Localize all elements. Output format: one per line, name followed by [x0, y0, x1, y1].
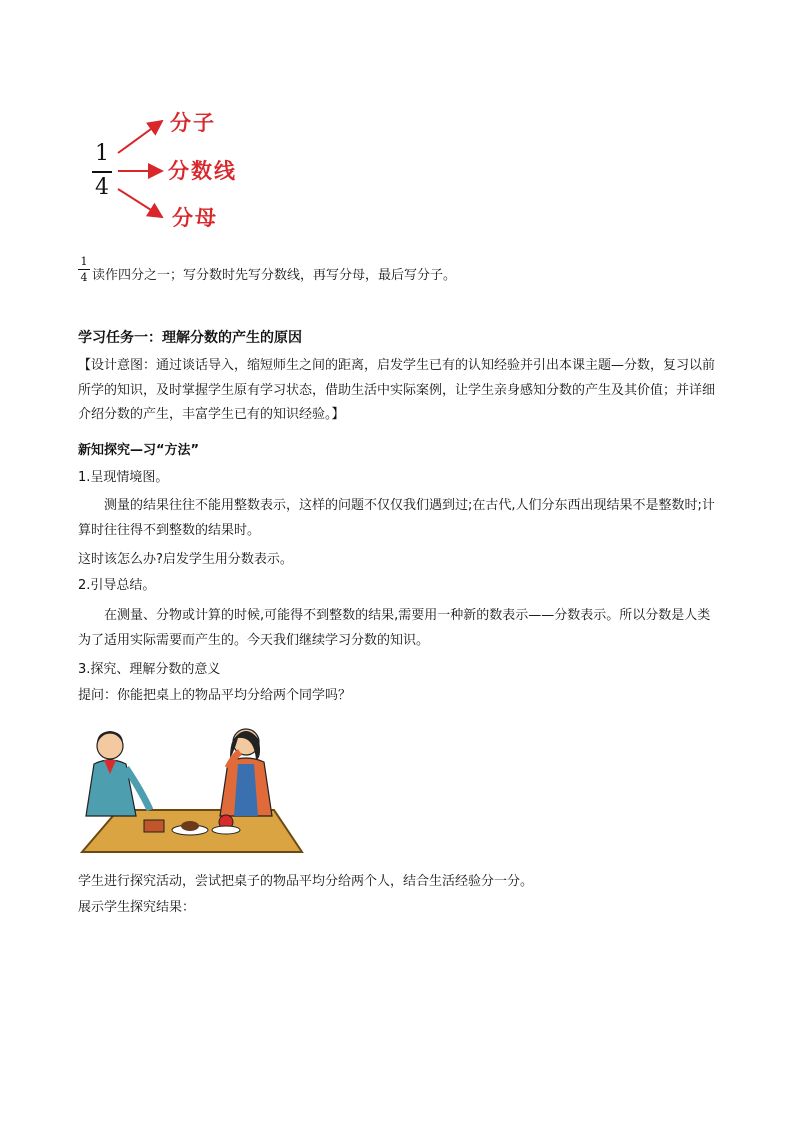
reading-text: 读作四分之一；写分数时先写分数线，再写分母，最后写分子。	[92, 268, 457, 283]
fraction-diagram	[80, 105, 280, 235]
label-fraction-line: 分数线	[168, 159, 237, 183]
arrow-to-denominator	[118, 189, 162, 217]
right-girl-overall	[234, 764, 258, 816]
inline-fraction-bar	[78, 269, 90, 270]
step1-question: 这时该怎么办?启发学生用分数表示。	[78, 552, 293, 567]
task1-heading: 学习任务一：理解分数的产生的原因	[78, 330, 302, 346]
show-results-text: 展示学生探究结果：	[78, 900, 196, 915]
inline-numerator: 1	[80, 255, 88, 268]
step1-paragraph: 测量的结果往往不能用整数表示，这样的问题不仅仅我们遇到过;在古代,人们分东西出现结果不是整数时;计算时往往得不到整数的结果时。	[78, 498, 715, 538]
diagram-denominator: 4	[95, 175, 109, 200]
design-intent: 【设计意图：通过谈话导入，缩短师生之间的距离，启发学生已有的认知经验并引出本课主题—分数，复习以前所学的知识，及时掌握学生原有学习状态，借助生活中实际案例，让学生亲身感知分数的产生及其价值；并详细介绍分数的产生，丰富学生已有的知识经验。】	[78, 358, 716, 422]
step1-title: 1.呈现情境图。	[78, 470, 169, 485]
diagram-numerator: 1	[95, 141, 109, 166]
label-denominator: 分母	[172, 206, 218, 230]
apple-plate	[212, 826, 240, 834]
activity-text: 学生进行探究活动，尝试把桌子的物品平均分给两个人，结合生活经验分一分。	[78, 874, 534, 889]
inline-fraction	[78, 255, 90, 284]
step3-title: 3.探究、理解分数的意义	[78, 662, 221, 677]
inline-denominator: 4	[80, 271, 88, 284]
arrow-to-numerator	[118, 121, 162, 153]
two-students-table-illustration	[78, 712, 306, 858]
new-knowledge-subheading: 新知探究—习“方法”	[78, 443, 200, 458]
box-item	[144, 820, 164, 832]
step2-title: 2.引导总结。	[78, 578, 156, 593]
step2-paragraph: 在测量、分物或计算的时候,可能得不到整数的结果,需要用一种新的数表示——分数表示。所以分数是人类为了适用实际需要而产生的。今天我们继续学习分数的知识。	[78, 608, 711, 648]
mooncake	[181, 821, 199, 831]
label-numerator: 分子	[170, 111, 216, 135]
step3-question: 提问：你能把桌上的物品平均分给两个同学吗？	[78, 688, 352, 703]
